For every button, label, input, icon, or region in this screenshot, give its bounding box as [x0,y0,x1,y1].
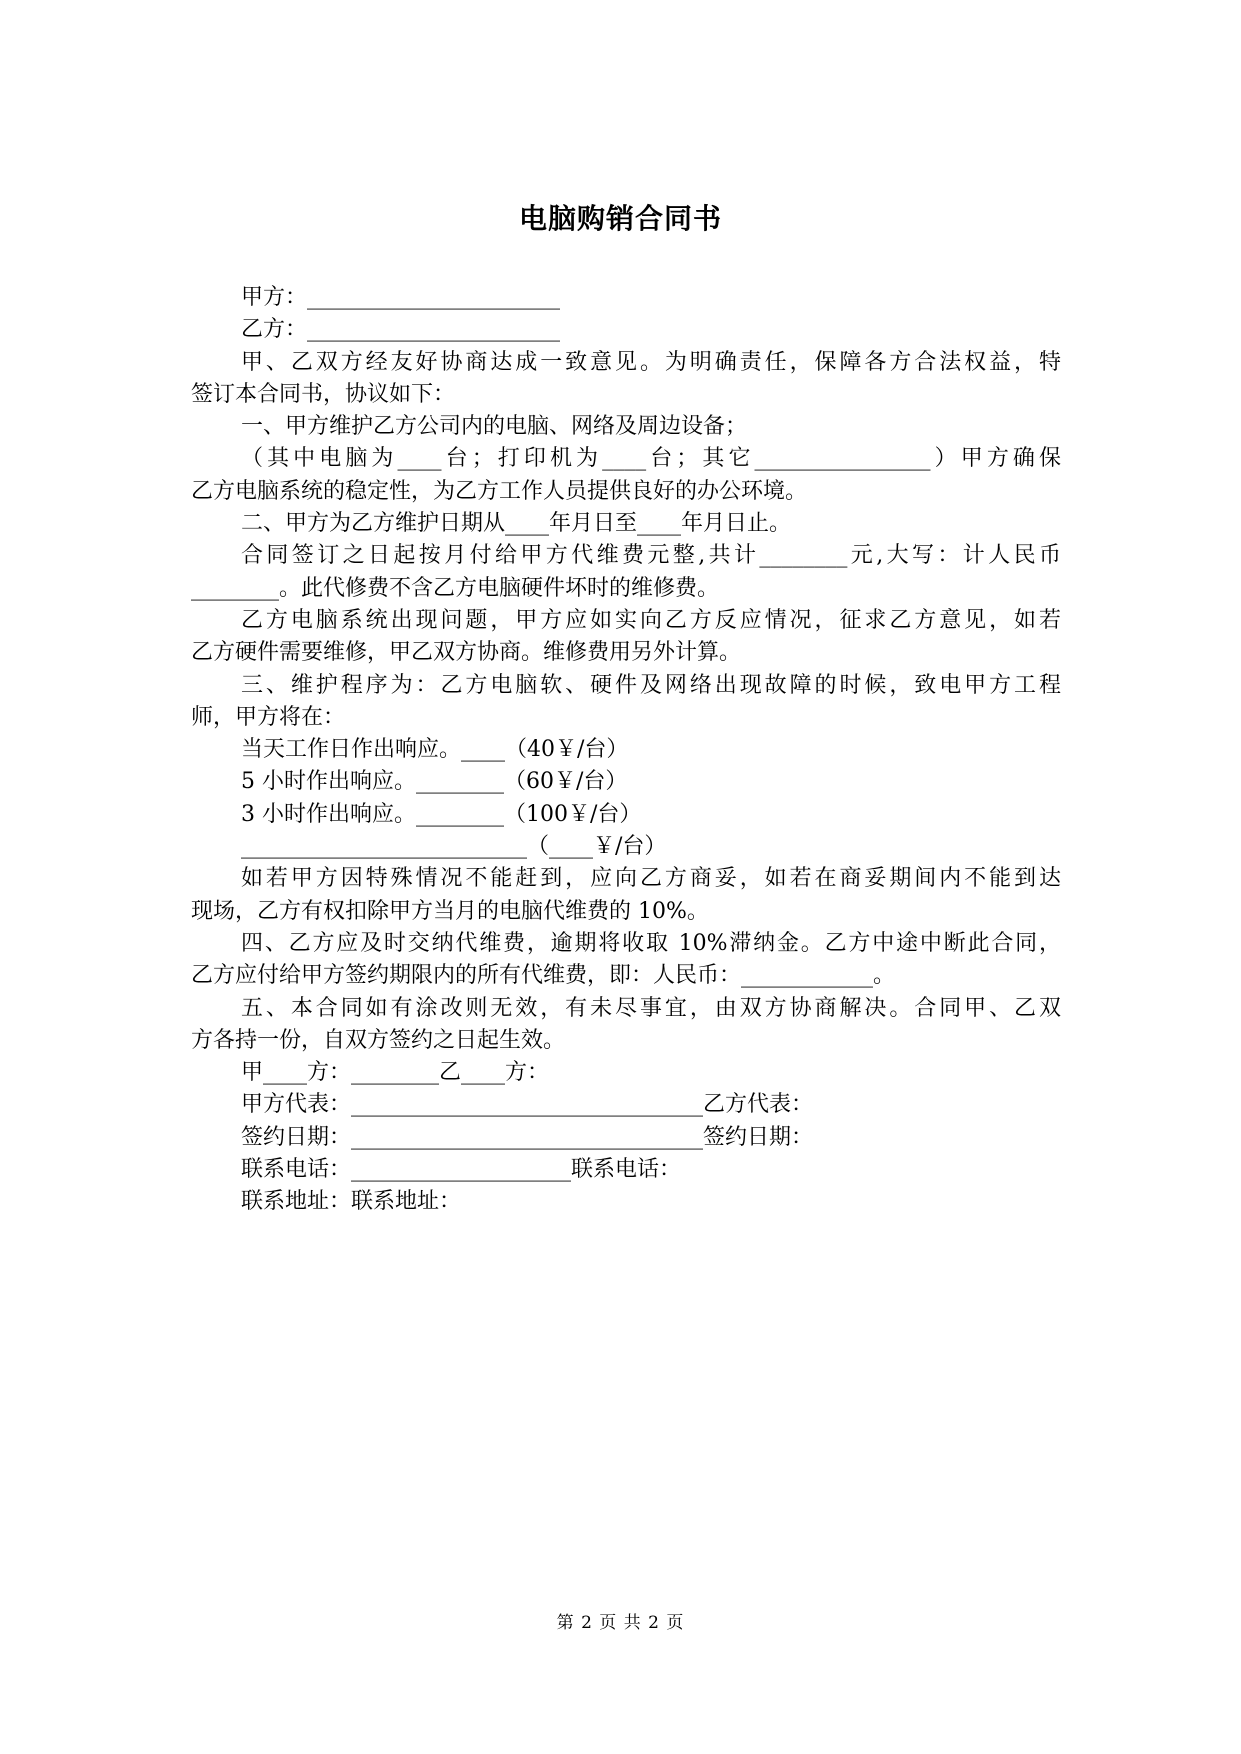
contract-body [191,282,1061,1219]
clause-4-line: 四、乙方应及时交纳代维费，逾期将收取 10%滞纳金。乙方中途中断此合同， [241,930,1061,956]
response-option-line: __________________________（____￥/台） [241,834,667,860]
clause-5-line: 五、本合同如有涂改则无效，有未尽事宜，由双方协商解决。合同甲、乙双 [241,995,1061,1021]
page-number: 第 2 页 共 2 页 [556,1613,685,1633]
party-a-line: 甲方：_______________________ [241,285,561,310]
response-option-line: 3 小时作出响应。________（100￥/台） [241,801,642,827]
paragraph-line: 方各持一份，自双方签约之日起生效。 [191,1027,566,1053]
clause-3-line: 三、维护程序为：乙方电脑软、硬件及网络出现故障的时候，致电甲方工程 [241,672,1061,698]
response-option-line: 5 小时作出响应。________（60￥/台） [241,769,628,795]
party-b-line: 乙方：_______________________ [241,317,561,343]
paragraph-line: 乙方电脑系统的稳定性，为乙方工作人员提供良好的办公环境。 [191,478,808,504]
document-title: 电脑购销合同书 [518,202,722,235]
representative-line: 甲方代表：________________________________乙方代表： [241,1092,814,1118]
clause-1-line: 一、甲方维护乙方公司内的电脑、网络及周边设备； [241,414,748,440]
paragraph-line: （其中电脑为____台；打印机为____台；其它________________）甲方确保 [241,446,1061,472]
contact-phone-line: 联系电话：____________________联系电话： [241,1157,682,1183]
paragraph-line: 甲、乙双方经友好协商达成一致意见。为明确责任，保障各方合法权益，特 [241,349,1061,375]
contact-address-line: 联系地址：联系地址： [241,1189,462,1215]
response-option-line: 当天工作日作出响应。____（40￥/台） [241,737,629,763]
paragraph-line: 乙方电脑系统出现问题，甲方应如实向乙方反应情况，征求乙方意见，如若 [241,607,1061,633]
paragraph-line: 合同签订之日起按月付给甲方代维费元整,共计________元,大写：计人民币 [241,543,1061,569]
paragraph-line: 现场，乙方有权扣除甲方当月的电脑代维费的 10%。 [191,898,709,924]
paragraph-line: 乙方硬件需要维修，甲乙双方协商。维修费用另外计算。 [191,640,742,666]
paragraph-line: 签订本合同书，协议如下： [191,381,456,407]
paragraph-line: 师，甲方将在： [191,704,346,730]
clause-2-line: 二、甲方为乙方维护日期从____年月日至____年月日止。 [241,511,792,537]
paragraph-line: 乙方应付给甲方签约期限内的所有代维费，即：人民币：____________。 [191,963,896,989]
paragraph-line: ________。此代修费不含乙方电脑硬件坏时的维修费。 [191,575,720,601]
signing-date-line: 签约日期：________________________________签约日期： [241,1124,814,1150]
paragraph-line: 如若甲方因特殊情况不能赶到，应向乙方商妥，如若在商妥期间内不能到达 [241,866,1061,892]
signature-parties-line: 甲____方：________乙____方： [241,1060,550,1086]
